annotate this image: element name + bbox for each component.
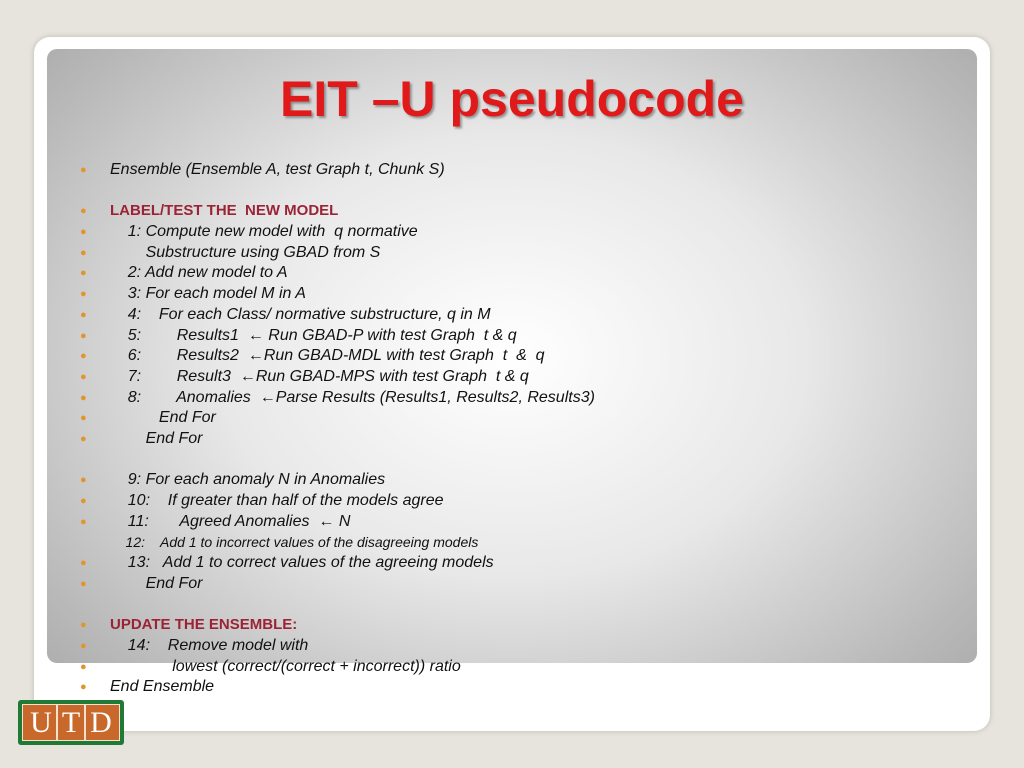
section-heading: [80, 615, 980, 636]
line-text: 2: Add new model to A: [110, 264, 288, 282]
bullet-icon: ●: [80, 164, 87, 176]
pseudocode-line: [80, 594, 980, 615]
pseudocode-line: [80, 470, 980, 491]
line-text: End For: [110, 574, 203, 592]
pseudocode-line: [80, 305, 980, 326]
line-text: 8: Anomalies ←Parse Results (Results1, Results2, Results3): [110, 388, 595, 406]
pseudocode-line: [80, 346, 980, 367]
line-text: 11: Agreed Anomalies ← N: [110, 512, 351, 530]
bullet-icon: ●: [80, 681, 87, 694]
pseudocode-line: [80, 388, 980, 409]
utd-logo: [18, 700, 124, 745]
line-text: 3: For each model M in A: [110, 285, 306, 303]
bullet-icon: ●: [80, 495, 87, 507]
line-text: End For: [110, 409, 216, 427]
pseudocode-line: [80, 284, 980, 305]
line-text: 13: Add 1 to correct values of the agreeing models: [110, 554, 494, 572]
line-text: 9: For each anomaly N in Anomalies: [110, 471, 386, 489]
line-text: 6: Results2 ←Run GBAD-MDL with test Graph t & q: [110, 347, 545, 365]
pseudocode-line: [80, 243, 980, 264]
pseudocode-line: [80, 512, 980, 533]
line-text: 14: Remove model with: [110, 636, 309, 654]
pseudocode-line: [80, 491, 980, 512]
pseudocode-line: [80, 574, 980, 595]
line-text: End Ensemble: [110, 678, 215, 696]
pseudocode-line: [80, 532, 980, 553]
line-text: 1: Compute new model with q normative: [110, 223, 418, 241]
bullet-icon: ●: [80, 370, 87, 383]
pseudocode-line: [80, 553, 980, 574]
line-text: UPDATE THE ENSEMBLE:: [110, 616, 298, 634]
line-text: Substructure using GBAD from S: [110, 243, 381, 261]
section-heading: [80, 201, 980, 222]
bullet-icon: ●: [80, 412, 87, 425]
pseudocode-line: [80, 408, 980, 429]
line-text: 12: Add 1 to incorrect values of the disagreeing models: [110, 534, 479, 551]
pseudocode-line: [80, 367, 980, 388]
bullet-icon: ●: [80, 639, 87, 652]
bullet-icon: ●: [80, 288, 87, 301]
pseudocode-line: [80, 181, 980, 202]
utd-logo-inner: [22, 704, 120, 741]
bullet-icon: ●: [80, 432, 87, 445]
bullet-icon: ●: [80, 205, 87, 218]
line-text: 4: For each Class/ normative substructure, q in M: [110, 305, 491, 323]
bullet-icon: ●: [80, 329, 87, 342]
pseudocode-line: [80, 450, 980, 471]
pseudocode-line: [80, 222, 980, 243]
bullet-icon: ●: [80, 391, 87, 404]
line-text: 7: Result3 ←Run GBAD-MPS with test Graph t & q: [110, 367, 529, 385]
pseudocode-line: [80, 677, 980, 698]
slide-title: EIT –U pseudocode: [280, 71, 744, 127]
line-text: LABEL/TEST THE NEW MODEL: [110, 202, 339, 220]
pseudocode-line: [80, 160, 980, 181]
bullet-icon: ●: [80, 619, 87, 632]
pseudocode-line: [80, 657, 980, 678]
bullet-icon: ●: [80, 267, 87, 280]
logo-letter-t: T: [61, 706, 81, 739]
bullet-icon: ●: [80, 660, 87, 673]
logo-letter-u: U: [30, 706, 52, 739]
bullet-icon: ●: [80, 557, 87, 570]
bullet-icon: ●: [80, 474, 87, 487]
line-text: Ensemble (Ensemble A, test Graph t, Chunk S): [110, 161, 445, 178]
pseudocode-list: [80, 160, 980, 698]
bullet-icon: ●: [80, 350, 87, 363]
bullet-icon: ●: [80, 577, 87, 590]
line-text: lowest (correct/(correct + incorrect)) ratio: [110, 657, 461, 675]
line-text: 10: If greater than half of the models agree: [110, 492, 444, 509]
bullet-icon: ●: [80, 246, 87, 259]
pseudocode-line: [80, 636, 980, 657]
bullet-icon: ●: [80, 308, 87, 321]
bullet-icon: ●: [80, 515, 87, 528]
pseudocode-line: [80, 263, 980, 284]
bullet-icon: ●: [80, 226, 87, 239]
logo-letter-d: D: [90, 706, 112, 739]
line-text: End For: [110, 429, 203, 447]
pseudocode-line: [80, 326, 980, 347]
line-text: 5: Results1 ← Run GBAD-P with test Graph t & q: [110, 326, 517, 344]
pseudocode-line: [80, 429, 980, 450]
